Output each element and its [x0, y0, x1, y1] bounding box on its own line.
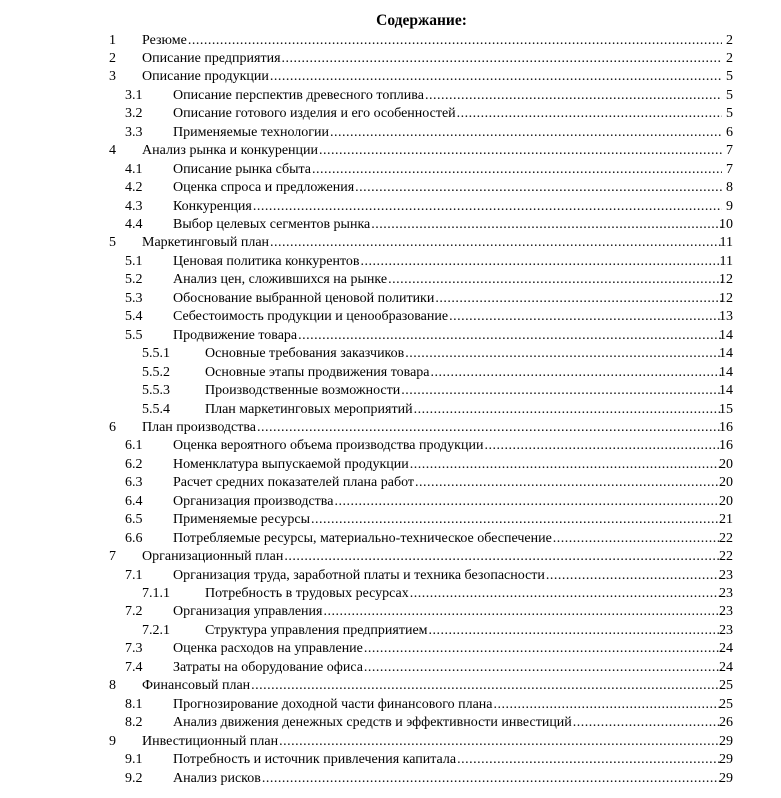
toc-entry[interactable]: [0, 640, 781, 658]
toc-dot-leader: [355, 179, 722, 197]
toc-entry[interactable]: [0, 530, 781, 548]
toc-entry-title: План производства: [142, 419, 257, 435]
toc-entry-title: Анализ цен, сложившихся на рынке: [173, 272, 388, 288]
toc-entry-title: Расчет средних показателей плана работ: [173, 475, 415, 491]
toc-entry-number: 5.4: [125, 309, 143, 325]
toc-entry-title: Структура управления предприятием: [205, 622, 428, 638]
toc-entry-number: 6: [109, 419, 116, 435]
toc-entry-number: 6.3: [125, 475, 143, 491]
toc-entry-page: 24: [719, 641, 733, 657]
toc-entry-title: Организация производства: [173, 493, 334, 509]
toc-entry-page: 5: [726, 69, 733, 85]
toc-entry-title: Описание предприятия: [142, 50, 281, 66]
toc-entry-title: Производственные возможности: [205, 383, 401, 399]
toc-entry-title: Маркетинговый план: [142, 235, 270, 251]
toc-dot-leader: [364, 640, 722, 658]
toc-dot-leader: [457, 751, 722, 769]
toc-entry-number: 5.3: [125, 290, 143, 306]
toc-entry[interactable]: [0, 696, 781, 714]
toc-entry-title: Затраты на оборудование офиса: [173, 659, 363, 675]
toc-entry[interactable]: [0, 142, 781, 160]
toc-dot-leader: [319, 142, 722, 160]
toc-dot-leader: [270, 68, 722, 86]
toc-entry[interactable]: [0, 32, 781, 50]
toc-dot-leader: [415, 474, 722, 492]
toc-entry[interactable]: [0, 216, 781, 234]
toc-entry[interactable]: [0, 714, 781, 732]
toc-entry-title: Конкуренция: [173, 198, 252, 214]
toc-entry[interactable]: [0, 308, 781, 326]
toc-entry-title: Потребность и источник привлечения капитала: [173, 752, 457, 768]
toc-dot-leader: [429, 622, 722, 640]
toc-entry-number: 5.5.3: [142, 383, 170, 399]
toc-entry[interactable]: [0, 659, 781, 677]
toc-entry-page: 14: [719, 383, 733, 399]
toc-entry-number: 1: [109, 32, 116, 48]
toc-entry-number: 5: [109, 235, 116, 251]
toc-entry-number: 7.1.1: [142, 586, 170, 601]
toc-dot-leader: [414, 401, 722, 419]
toc-entry[interactable]: [0, 198, 781, 216]
toc-dot-leader: [361, 253, 722, 271]
toc-entry-number: 5.5.2: [142, 364, 170, 380]
toc-entry-page: 23: [719, 586, 733, 601]
toc-entry-title: Организация управления: [173, 604, 323, 620]
toc-dot-leader: [546, 567, 722, 585]
toc-entry[interactable]: [0, 290, 781, 308]
toc-entry-page: 9: [726, 198, 733, 214]
toc-entry-title: Основные этапы продвижения товара: [205, 364, 430, 380]
toc-entry[interactable]: [0, 603, 781, 621]
toc-dot-leader: [188, 32, 722, 50]
toc-entry-title: Номенклатура выпускаемой продукции: [173, 456, 409, 472]
toc-entry-title: Анализ рынка и конкуренции: [142, 143, 319, 159]
toc-entry-number: 5.5.4: [142, 401, 170, 417]
toc-entry-number: 3.1: [125, 87, 143, 103]
toc-entry[interactable]: [0, 161, 781, 179]
toc-entry[interactable]: [0, 770, 781, 788]
toc-entry-number: 4.2: [125, 180, 143, 196]
toc-entry-page: 16: [719, 438, 733, 454]
toc-entry[interactable]: [0, 493, 781, 511]
toc-entry-title: Применяемые технологии: [173, 124, 329, 140]
toc-entry-number: 8.2: [125, 715, 143, 731]
toc-dot-leader: [431, 364, 723, 382]
toc-dot-leader: [371, 216, 722, 234]
toc-entry-page: 23: [719, 567, 733, 583]
toc-entry-title: Продвижение товара: [173, 327, 298, 343]
toc-entry-title: Анализ движения денежных средств и эффективности инвестиций: [173, 715, 572, 731]
toc-entry-title: Оценка вероятного объема производства продукции: [173, 438, 484, 454]
toc-entry-title: Себестоимость продукции и ценообразование: [173, 309, 449, 325]
toc-entry[interactable]: [0, 733, 781, 751]
toc-entry-number: 5.5: [125, 327, 143, 343]
toc-entry[interactable]: [0, 345, 781, 363]
toc-dot-leader: [270, 234, 722, 252]
toc-entry-page: 11: [719, 253, 733, 269]
toc-entry-number: 5.1: [125, 253, 143, 269]
toc-dot-leader: [425, 87, 722, 105]
toc-entry-title: Прогнозирование доходной части финансового плана: [173, 696, 493, 712]
toc-entry-number: 6.6: [125, 530, 143, 546]
toc-entry-title: Ценовая политика конкурентов: [173, 253, 360, 269]
toc-dot-leader: [405, 345, 722, 363]
toc-entry-page: 21: [719, 512, 733, 528]
toc-dot-leader: [284, 548, 722, 566]
toc-entry-title: Оценка расходов на управление: [173, 641, 363, 657]
toc-entry-number: 4.3: [125, 198, 143, 214]
toc-entry-page: 20: [719, 475, 733, 491]
toc-dot-leader: [312, 161, 722, 179]
toc-entry[interactable]: [0, 585, 781, 603]
toc-entry-page: 12: [719, 272, 733, 288]
toc-entry-number: 5.5.1: [142, 346, 170, 362]
toc-entry-page: 20: [719, 456, 733, 472]
toc-entry-page: 23: [719, 622, 733, 638]
toc-dot-leader: [435, 290, 722, 308]
toc-dot-leader: [484, 437, 722, 455]
toc-entry[interactable]: [0, 382, 781, 400]
toc-dot-leader: [330, 124, 722, 142]
toc-entry-page: 11: [719, 235, 733, 251]
toc-entry-page: 6: [726, 124, 733, 140]
toc-dot-leader: [262, 770, 722, 788]
toc-entry-title: Обоснование выбранной ценовой политики: [173, 290, 435, 306]
toc-entry-page: 22: [719, 549, 733, 565]
toc-entry-number: 4.1: [125, 161, 143, 177]
toc-entry-page: 2: [726, 50, 733, 66]
toc-entry-page: 26: [719, 715, 733, 731]
toc-entry[interactable]: [0, 179, 781, 197]
toc-entry-number: 4.4: [125, 217, 143, 232]
toc-dot-leader: [253, 198, 722, 216]
toc-entry-title: Организационный план: [142, 549, 284, 565]
toc-entry-number: 5.2: [125, 272, 143, 288]
toc-dot-leader: [410, 585, 722, 603]
toc-entry-page: 29: [719, 770, 733, 786]
toc-entry-title: Финансовый план: [142, 678, 251, 694]
toc-dot-leader: [364, 659, 722, 677]
toc-entry-number: 7.4: [125, 659, 143, 675]
toc-entry-page: 16: [719, 419, 733, 435]
toc-entry-title: Резюме: [142, 32, 187, 48]
toc-entry[interactable]: [0, 327, 781, 345]
toc-entry-title: Организация труда, заработной платы и техника безопасности: [173, 567, 545, 583]
toc-entry-page: 12: [719, 290, 733, 306]
toc-entry-title: План маркетинговых мероприятий: [205, 401, 413, 417]
toc-dot-leader: [298, 327, 722, 345]
toc-entry-page: 29: [719, 733, 733, 749]
toc-entry-page: 22: [719, 530, 733, 546]
toc-entry[interactable]: [0, 271, 781, 289]
toc-entry-number: 3.3: [125, 124, 143, 140]
toc-entry-title: Описание перспектив древесного топлива: [173, 87, 424, 103]
toc-entry-title: Основные требования заказчиков: [205, 346, 405, 362]
toc-entry-number: 7.2: [125, 604, 143, 620]
toc-dot-leader: [449, 308, 722, 326]
toc-entry[interactable]: [0, 364, 781, 382]
toc-entry-page: 14: [719, 364, 733, 380]
toc-entry-title: Оценка спроса и предложения: [173, 180, 355, 196]
toc-entry-number: 9.2: [125, 770, 143, 786]
toc-entry-page: 29: [719, 752, 733, 768]
toc-entry-number: 4: [109, 143, 116, 159]
toc-entry-title: Потребность в трудовых ресурсах: [205, 586, 409, 601]
toc-entry-number: 9.1: [125, 752, 143, 768]
toc-dot-leader: [388, 271, 722, 289]
toc-dot-leader: [257, 419, 722, 437]
toc-entry[interactable]: [0, 234, 781, 252]
toc-entry-page: 25: [719, 678, 733, 694]
toc-entry-page: 23: [719, 604, 733, 620]
toc-entry[interactable]: [0, 474, 781, 492]
toc-entry-title: Потребляемые ресурсы, материально-техническое обеспечение: [173, 530, 552, 546]
toc-entry[interactable]: [0, 437, 781, 455]
toc-entry[interactable]: [0, 253, 781, 271]
toc-entry-title: Описание готового изделия и его особенностей: [173, 106, 456, 122]
toc-entry[interactable]: [0, 124, 781, 142]
toc-entry-page: 5: [726, 106, 733, 122]
toc-entry[interactable]: [0, 677, 781, 695]
toc-dot-leader: [334, 493, 722, 511]
toc-entry[interactable]: [0, 622, 781, 640]
toc-entry-page: 10: [719, 217, 733, 232]
toc-entry[interactable]: [0, 105, 781, 123]
toc-entry-title: Анализ рисков: [173, 770, 261, 786]
toc-entry[interactable]: [0, 548, 781, 566]
toc-entry-number: 9: [109, 733, 116, 749]
toc-entry-title: Применяемые ресурсы: [173, 512, 311, 528]
toc-entry-number: 8: [109, 678, 116, 694]
toc-entry-number: 8.1: [125, 696, 143, 712]
toc-entry-page: 20: [719, 493, 733, 509]
toc-dot-leader: [494, 696, 722, 714]
toc-entry-number: 3: [109, 69, 116, 85]
toc-entry-number: 7: [109, 549, 116, 565]
toc-entry-page: 7: [726, 161, 733, 177]
toc-dot-leader: [311, 511, 722, 529]
toc-entry-page: 14: [719, 327, 733, 343]
toc-entry-title: Выбор целевых сегментов рынка: [173, 217, 371, 232]
toc-entry-page: 8: [726, 180, 733, 196]
toc-dot-leader: [282, 50, 722, 68]
toc-entry[interactable]: [0, 68, 781, 86]
toc-entry[interactable]: [0, 401, 781, 419]
toc-entry-number: 2: [109, 50, 116, 66]
toc-dot-leader: [457, 105, 722, 123]
toc-entry[interactable]: [0, 456, 781, 474]
toc-entry-title: Описание продукции: [142, 69, 269, 85]
toc-entry-page: 5: [726, 87, 733, 103]
toc-entry-number: 6.1: [125, 438, 143, 454]
toc-title: Содержание:: [376, 12, 467, 29]
toc-entry-page: 2: [726, 32, 733, 48]
toc-dot-leader: [553, 530, 722, 548]
toc-entry-page: 7: [726, 143, 733, 159]
toc-dot-leader: [279, 733, 722, 751]
toc-entry-number: 7.2.1: [142, 622, 170, 638]
toc-entry-number: 6.4: [125, 493, 143, 509]
toc-entry[interactable]: [0, 751, 781, 769]
toc-dot-leader: [251, 677, 722, 695]
toc-entry-page: 15: [719, 401, 733, 417]
toc-entry-page: 25: [719, 696, 733, 712]
toc-entry-number: 6.2: [125, 456, 143, 472]
toc-entry-page: 14: [719, 346, 733, 362]
toc-entry-number: 3.2: [125, 106, 143, 122]
toc-dot-leader: [323, 603, 722, 621]
toc-entry-number: 6.5: [125, 512, 143, 528]
toc-dot-leader: [410, 456, 722, 474]
toc-entry-number: 7.3: [125, 641, 143, 657]
toc-dot-leader: [401, 382, 722, 400]
toc-entry-page: 24: [719, 659, 733, 675]
toc-entry-title: Описание рынка сбыта: [173, 161, 312, 177]
toc-entry[interactable]: [0, 419, 781, 437]
toc-entry[interactable]: [0, 50, 781, 68]
toc-dot-leader: [573, 714, 722, 732]
toc-entry[interactable]: [0, 87, 781, 105]
toc-entry[interactable]: [0, 567, 781, 585]
toc-entry[interactable]: [0, 511, 781, 529]
toc-entry-title: Инвестиционный план: [142, 733, 279, 749]
toc-entry-number: 7.1: [125, 567, 143, 583]
toc-entry-page: 13: [719, 309, 733, 325]
